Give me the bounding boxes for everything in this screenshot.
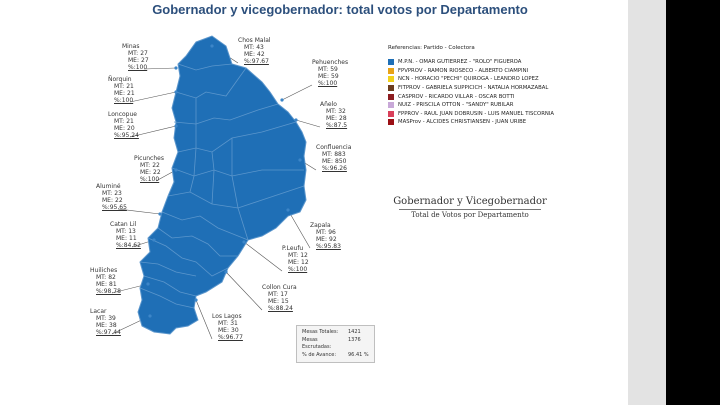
dept-me: ME: 81 [96, 281, 117, 288]
dept-label-anelo [320, 101, 347, 129]
dept-me: ME: 42 [244, 51, 265, 58]
dept-pct: %:97.67 [244, 58, 269, 65]
stats-row [302, 352, 369, 360]
leader-line-zapala [288, 210, 310, 248]
dept-name: Aluminé [96, 183, 121, 190]
region-marker-confluencia [298, 158, 301, 161]
legend-label: MASProv - ALCIDES CHRISTIANSEN - JUAN URIBE [398, 119, 527, 126]
dept-label-norquin [108, 76, 135, 104]
black-bar [666, 0, 720, 405]
leader-line-norquin [130, 92, 176, 102]
leader-line-collon-cura [226, 272, 262, 310]
dept-label-catan-lil [110, 221, 141, 249]
dept-label-los-lagos [212, 313, 243, 341]
dept-mt: MT: 39 [96, 315, 116, 322]
legend-swatch [388, 76, 394, 82]
dept-mt: MT: 82 [96, 274, 116, 281]
dept-pct: %:84.62 [116, 242, 141, 249]
dept-label-picunches [134, 155, 164, 183]
dept-pct: %:100 [114, 97, 134, 104]
legend-items [388, 58, 598, 127]
dept-label-huiliches [90, 267, 121, 295]
dept-mt: MT: 59 [318, 66, 338, 73]
dept-name: Minas [122, 43, 140, 50]
legend-item [388, 92, 598, 101]
dept-name: Pehuenches [312, 59, 349, 66]
legend-swatch [388, 111, 394, 117]
legend-item [388, 75, 598, 84]
dept-pct: %:88.24 [268, 305, 293, 312]
brand-rule [399, 209, 541, 210]
dept-pct: %:100 [318, 80, 338, 87]
region-marker-catan-lil [152, 238, 155, 241]
brand-subtitle: Total de Votos por Departamento [411, 211, 529, 219]
dept-me: ME: 28 [326, 115, 347, 122]
leader-line-pehuenches [282, 85, 312, 100]
dept-label-collon-cura [262, 284, 297, 312]
stats-value: 1421 [348, 329, 361, 335]
dept-name: Chos Malal [238, 37, 271, 44]
dept-mt: MT: 883 [322, 151, 346, 158]
leader-line-los-lagos [196, 300, 212, 339]
dept-me: ME: 38 [96, 322, 117, 329]
region-marker-chos-malal [210, 44, 213, 47]
dept-pct: %:100 [288, 266, 308, 273]
legend-label: NUIZ - PRISCILA OTTON - "SANDY" RUBILAR [398, 102, 514, 109]
region-marker-los-lagos [194, 298, 197, 301]
dept-pct: %:100 [128, 64, 148, 71]
dept-mt: MT: 22 [140, 162, 160, 169]
region-marker-norquin [174, 90, 177, 93]
dept-name: Confluencia [316, 144, 352, 151]
dept-name: Catan Lil [110, 221, 137, 228]
legend-swatch [388, 68, 394, 74]
dept-me: ME: 92 [316, 236, 337, 243]
legend-item [388, 118, 598, 127]
brand-block [385, 196, 555, 219]
legend-label: FITPROV - GABRIELA SUPPICICH - NATALIA HORMAZABAL [398, 85, 549, 92]
dept-mt: MT: 21 [114, 118, 134, 125]
dept-name: Loncopue [108, 111, 137, 118]
dept-label-pehuenches [312, 59, 348, 87]
dept-me: ME: 27 [128, 57, 149, 64]
dept-me: ME: 59 [318, 73, 339, 80]
stats-value: 1376 [348, 336, 361, 343]
dept-me: ME: 20 [114, 125, 135, 132]
region-marker-minas [174, 66, 177, 69]
legend-item [388, 110, 598, 119]
region-marker-p-leufu [242, 240, 245, 243]
dept-pct: %:96.26 [322, 165, 347, 172]
dept-name: Picunches [134, 155, 164, 162]
dept-me: ME: 11 [116, 235, 137, 242]
legend-label: M.P.N. - OMAR GUTIERREZ - "ROLO" FIGUEROA [398, 59, 522, 66]
stats-box [296, 325, 375, 363]
dept-label-confluencia [316, 144, 351, 172]
stats-row [302, 337, 369, 352]
region-marker-pehuenches [280, 98, 283, 101]
legend-label: CASPROV - RICARDO VILLAR - OSCAR BOTTI [398, 93, 515, 100]
dept-mt: MT: 43 [244, 44, 264, 51]
dept-mt: MT: 23 [102, 190, 122, 197]
dept-mt: MT: 27 [128, 50, 148, 57]
legend-swatch [388, 59, 394, 65]
region-marker-loncopue [174, 124, 177, 127]
region-marker-picunches [174, 168, 177, 171]
stats-label: Mesas Escrutadas: [302, 336, 332, 350]
legend-swatch [388, 94, 394, 100]
dept-name: Los Lagos [212, 313, 242, 320]
dept-mt: MT: 12 [288, 252, 308, 259]
dept-name: Lacar [90, 308, 107, 315]
dept-pct: %:95.83 [316, 243, 341, 250]
dept-mt: MT: 31 [218, 320, 238, 327]
dept-me: ME: 22 [102, 197, 123, 204]
dept-pct: %:96.77 [218, 334, 243, 341]
region-marker-collon-cura [224, 270, 227, 273]
legend-swatch [388, 102, 394, 108]
dept-me: ME: 12 [288, 259, 309, 266]
region-marker-alumine [158, 212, 161, 215]
leader-line-minas [144, 68, 176, 69]
dept-mt: MT: 13 [116, 228, 136, 235]
dept-pct: %:100 [140, 176, 160, 183]
dept-name: Ñorquin [108, 76, 132, 83]
region-marker-anelo [294, 118, 297, 121]
dept-pct: %:98.78 [96, 288, 121, 295]
region-marker-lacar [148, 314, 151, 317]
dept-mt: MT: 17 [268, 291, 288, 298]
brand-title: Gobernador y Vicegobernador [393, 196, 547, 207]
legend-item [388, 58, 598, 67]
dept-label-lacar [90, 308, 121, 336]
dept-mt: MT: 21 [114, 83, 134, 90]
dept-label-alumine [96, 183, 127, 211]
legend-item [388, 101, 598, 110]
dept-mt: MT: 96 [316, 229, 336, 236]
dept-name: Zapala [310, 222, 331, 229]
legend-title: Referencias: Partido - Colectora [388, 45, 475, 51]
dept-label-loncopue [108, 111, 139, 139]
dept-name: Añelo [320, 101, 337, 108]
legend-item [388, 84, 598, 93]
dept-me: ME: 21 [114, 90, 135, 97]
dept-me: ME: 30 [218, 327, 239, 334]
dept-me: ME: 15 [268, 298, 289, 305]
legend-item [388, 67, 598, 76]
legend-label: NCN - HORACIO "PECHI" QUIROGA - LEANDRO LOPEZ [398, 76, 539, 83]
stats-label: % de Avance: [302, 351, 337, 358]
legend-label: FPPROV - RAUL JUAN DOBRUSIN - LUIS MANUEL TISCORNIA [398, 110, 555, 117]
dept-me: ME: 850 [322, 158, 347, 165]
legend-swatch [388, 85, 394, 91]
dept-pct: %:87.5 [326, 122, 348, 129]
dept-name: P.Leufu [282, 245, 304, 252]
leader-line-p-leufu [244, 242, 282, 271]
dept-pct: %:97.44 [96, 329, 121, 336]
stats-label: Mesas Totales: [302, 329, 339, 335]
legend [388, 45, 598, 127]
side-panel [628, 0, 666, 405]
dept-pct: %:95.65 [102, 204, 127, 211]
dept-label-minas [122, 43, 149, 71]
page-title: Gobernador y vicegobernador: total votos por Departamento [152, 2, 528, 17]
dept-label-chos-malal [238, 37, 271, 65]
dept-me: ME: 22 [140, 169, 161, 176]
stats-row [302, 329, 369, 337]
dept-mt: MT: 32 [326, 108, 346, 115]
legend-label: FPVPROV - RAMON RIOSECO - ALBERTO CIAMPINI [398, 67, 529, 74]
leader-line-anelo [296, 120, 320, 127]
region-marker-huiliches [146, 282, 149, 285]
dept-name: Collon Cura [262, 284, 297, 291]
dept-label-zapala [310, 222, 341, 250]
dept-label-p-leufu [282, 245, 309, 273]
dept-name: Huiliches [90, 267, 118, 274]
region-marker-zapala [286, 208, 289, 211]
stats-value: 96.41 % [348, 351, 369, 358]
legend-swatch [388, 119, 394, 125]
dept-pct: %:95.24 [114, 132, 139, 139]
